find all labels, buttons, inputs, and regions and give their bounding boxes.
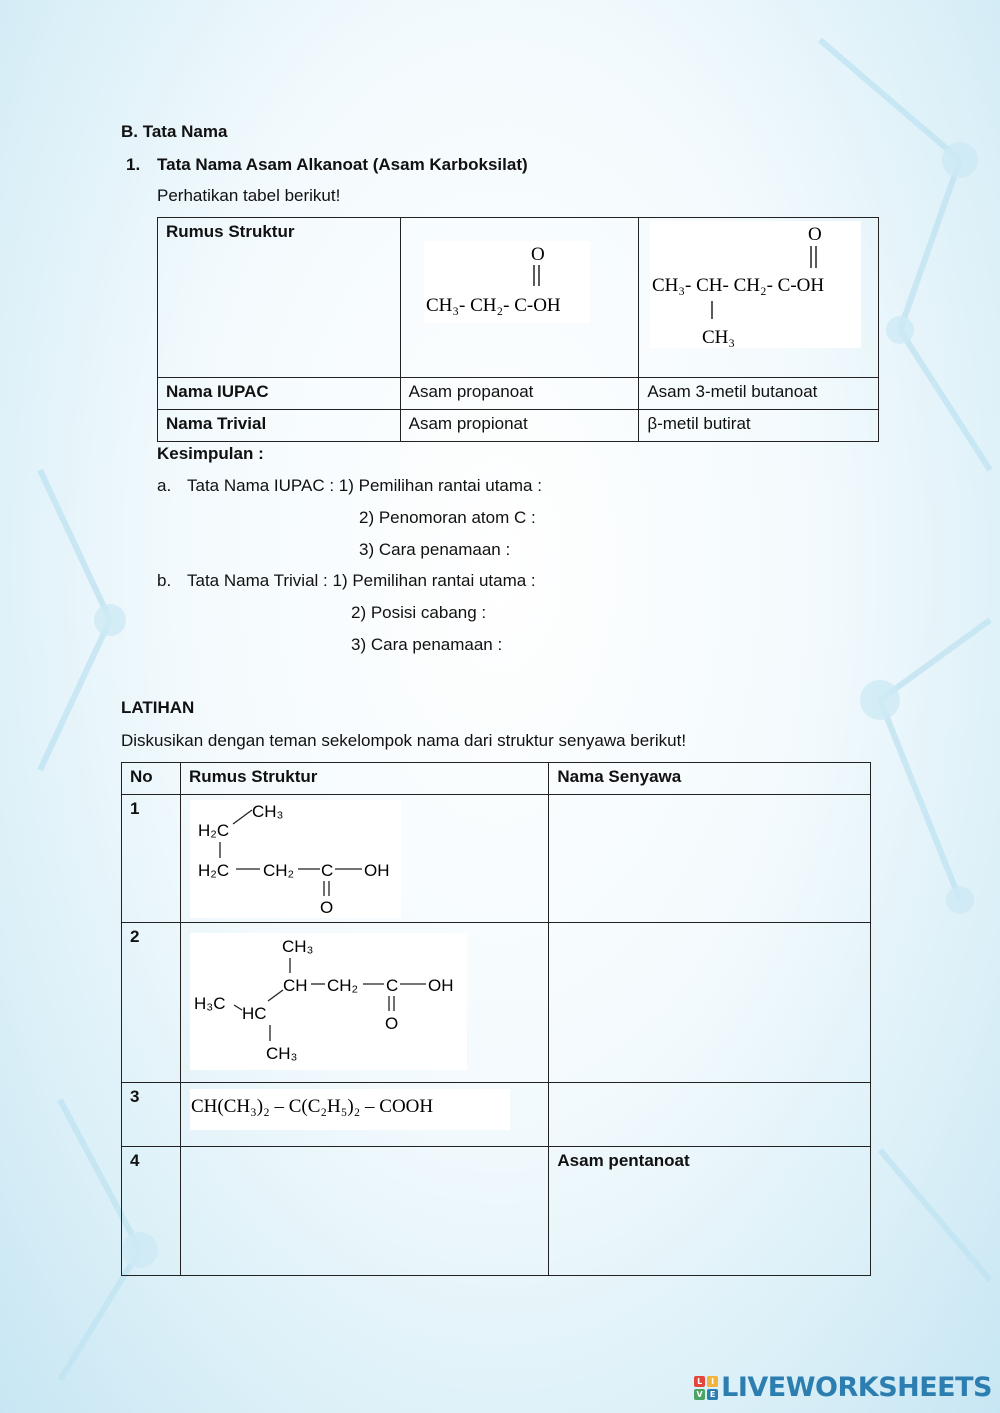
hc-group: HC xyxy=(242,1004,267,1023)
carbonyl-carbon: C xyxy=(321,861,334,880)
kesimpulan-b-line3: 3) Cara penamaan : xyxy=(351,635,503,654)
subsection-heading: Tata Nama Asam Alkanoat (Asam Karboksilat) xyxy=(157,155,528,174)
h3c-group: H₃C xyxy=(194,994,226,1013)
kesimpulan-a-line3: 3) Cara penamaan : xyxy=(359,540,511,559)
row-number: 2 xyxy=(122,923,181,1083)
methyl-branch: CH₃ xyxy=(702,327,736,348)
header-structure: Rumus Struktur xyxy=(180,763,548,795)
ch2-group: CH₂ xyxy=(263,861,295,880)
kesimpulan-a-line1: Tata Nama IUPAC : 1) Pemilihan rantai utama : xyxy=(187,476,542,495)
subsection-number: 1. xyxy=(126,155,141,174)
row-label-trivial: Nama Trivial xyxy=(158,410,401,442)
header-name: Nama Senyawa xyxy=(549,763,871,795)
ch3-group: CH₃ xyxy=(252,802,284,821)
ch3-bottom-group: CH₃ xyxy=(266,1044,298,1063)
latihan-instruction: Diskusikan dengan teman sekelompok nama dari struktur senyawa berikut! xyxy=(121,731,687,750)
brand-name: LIVEWORKSHEETS xyxy=(721,1372,992,1403)
propanoic-acid-structure xyxy=(424,241,590,323)
answer-cell[interactable] xyxy=(549,1083,871,1147)
row-label-iupac: Nama IUPAC xyxy=(158,378,401,410)
trivial-name-1: Asam propionat xyxy=(400,410,639,442)
propanoic-chain: CH₃- CH₂- C-OH xyxy=(426,295,561,316)
ch-group: CH xyxy=(283,976,308,995)
row-number: 1 xyxy=(122,795,181,923)
ch2-group: CH₂ xyxy=(327,976,359,995)
latihan-structure-3 xyxy=(190,1089,510,1130)
table-row xyxy=(122,1147,871,1276)
answer-cell[interactable] xyxy=(549,923,871,1083)
logo-mark-icon: L I V E xyxy=(694,1376,718,1400)
liveworksheets-logo xyxy=(694,1372,992,1403)
methylbutanoic-chain: CH₃- CH- CH₂- C-OH xyxy=(652,275,825,296)
carbonyl-oxygen: O xyxy=(808,224,822,245)
latihan-structure-2 xyxy=(190,933,467,1070)
kesimpulan-title: Kesimpulan : xyxy=(157,444,264,463)
carbonyl-oxygen: O xyxy=(385,1014,399,1033)
kesimpulan-a-line2: 2) Penomoran atom C : xyxy=(359,508,536,527)
latihan-structure-1 xyxy=(190,800,401,918)
h2c-group-top: H₂C xyxy=(198,821,230,840)
condensed-formula: CH(CH₃)₂ – C(C₂H₅)₂ – COOH xyxy=(191,1096,434,1117)
table-intro: Perhatikan tabel berikut! xyxy=(157,186,341,205)
h2c-group: H₂C xyxy=(198,861,230,880)
structure-answer-cell[interactable] xyxy=(180,1147,548,1276)
hydroxyl-group: OH xyxy=(364,861,390,880)
header-no: No xyxy=(122,763,181,795)
latihan-title: LATIHAN xyxy=(121,698,195,717)
ch3-top-group: CH₃ xyxy=(282,937,314,956)
carbonyl-oxygen: O xyxy=(320,898,334,917)
kesimpulan-b-line2: 2) Posisi cabang : xyxy=(351,603,487,622)
iupac-name-1: Asam propanoat xyxy=(400,378,639,410)
carbonyl-carbon: C xyxy=(386,976,399,995)
carbonyl-oxygen: O xyxy=(531,244,545,265)
kesimpulan-a-prefix: a. xyxy=(157,476,172,495)
row-number: 4 xyxy=(122,1147,181,1276)
iupac-name-2: Asam 3-metil butanoat xyxy=(639,378,879,410)
given-name-cell: Asam pentanoat xyxy=(549,1147,871,1276)
kesimpulan-b-line1: Tata Nama Trivial : 1) Pemilihan rantai utama : xyxy=(187,571,536,590)
table-header-row xyxy=(122,763,871,795)
methylbutanoic-acid-structure xyxy=(650,221,861,348)
row-number: 3 xyxy=(122,1083,181,1147)
kesimpulan-b-prefix: b. xyxy=(157,571,172,590)
hydroxyl-group: OH xyxy=(428,976,454,995)
answer-cell[interactable] xyxy=(549,795,871,923)
trivial-name-2: β-metil butirat xyxy=(639,410,879,442)
section-heading: B. Tata Nama xyxy=(121,122,228,141)
row-label-structure: Rumus Struktur xyxy=(158,218,401,378)
